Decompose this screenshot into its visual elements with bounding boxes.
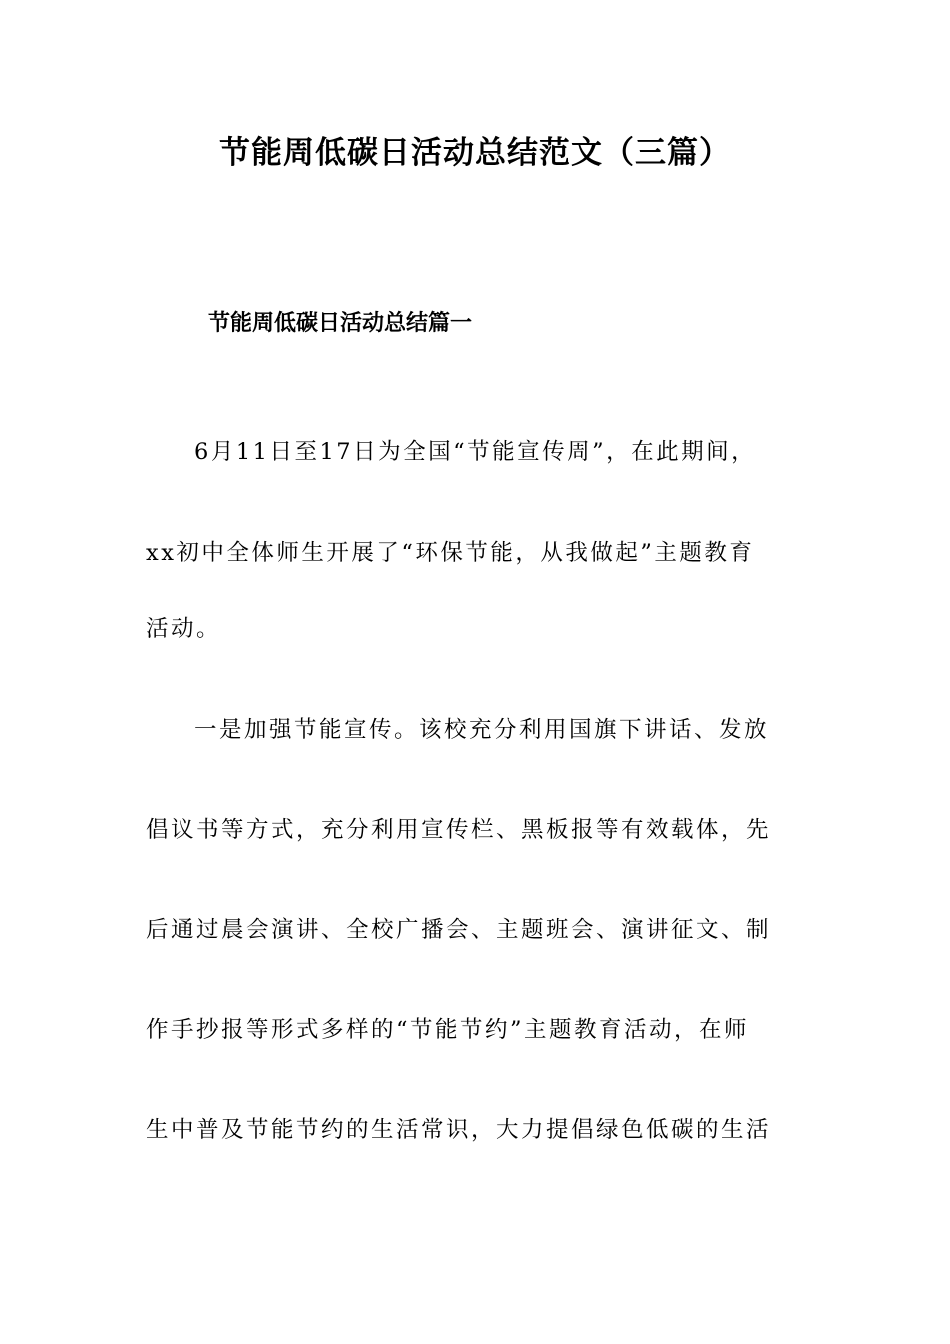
paragraph-line: 生中普及节能节约的生活常识，大力提倡绿色低碳的生活 (146, 1117, 772, 1143)
document-title: 节能周低碳日活动总结范文（三篇） (219, 135, 731, 171)
paragraph-line: 倡议书等方式，充分利用宣传栏、黑板报等有效载体，先 (146, 817, 772, 843)
paragraph-line: 一是加强节能宣传。该校充分利用国旗下讲话、发放 (194, 717, 770, 743)
paragraph-line: 后通过晨会演讲、全校广播会、主题班会、演讲征文、制 (146, 917, 772, 943)
paragraph-line: 作手抄报等形式多样的“节能节约”主题教育活动，在师 (146, 1017, 750, 1043)
paragraph-line: 活动。 (146, 616, 222, 642)
section-heading: 节能周低碳日活动总结篇一 (208, 311, 473, 336)
paragraph-line: xx初中全体师生开展了“环保节能，从我做起”主题教育 (146, 540, 755, 566)
paragraph-line: 6月11日至17日为全国“节能宣传周”，在此期间， (194, 439, 757, 465)
